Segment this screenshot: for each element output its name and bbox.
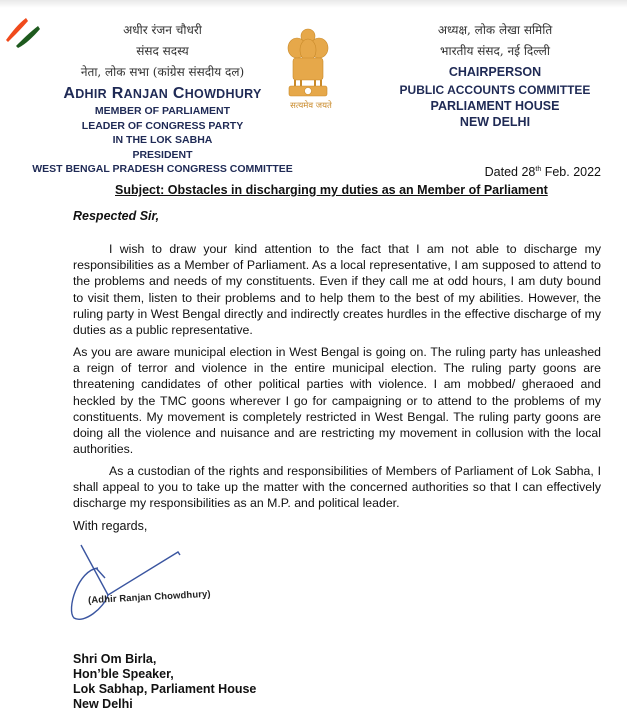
letter-date: Dated 28th Feb. 2022	[484, 165, 601, 179]
body-paragraph-2: As you are aware municipal election in West Bengal is going on. The ruling party has unleashed a reign of terror and violence in the entire municipal election. The ruling party goons are threatening candidates of other political parties with violence. I am mobbed/ gheraoed and heckled by the TMC goons wherever I go for campaigning or to attend to the problems of my constituents. My movement is completely restricted in West Bengal. The ruling party goons are doing all the violence and nuisance and are restricting my movement in collusion with the local authorities.	[73, 345, 601, 457]
signature-scribble-icon	[68, 540, 218, 625]
closing: With regards,	[73, 519, 148, 533]
committee-hindi-title: अध्यक्ष, लोक लेखा समिति	[437, 23, 553, 37]
recipient-city: New Delhi	[73, 697, 133, 711]
committee-city: NEW DELHI	[459, 115, 531, 129]
committee-house: PARLIAMENT HOUSE	[430, 99, 560, 113]
national-emblem-icon	[283, 26, 333, 106]
sender-title-leader: LEADER OF CONGRESS PARTY	[81, 119, 244, 132]
recipient-address	[73, 652, 256, 712]
committee-name: PUBLIC ACCOUNTS COMMITTEE	[399, 83, 591, 97]
sender-title-lok-sabha: IN THE LOK SABHA	[112, 134, 213, 146]
recipient-title: Hon’ble Speaker,	[73, 667, 174, 681]
salutation: Respected Sir,	[73, 209, 160, 223]
sender-hindi-role: नेता, लोक सभा (कांग्रेस संसदीय दल)	[80, 65, 245, 79]
body-paragraph-1: I wish to draw your kind attention to the fact that I am not able to discharge my responsibilities as a Member of Parliament. As a local representative, I am supposed to attend to the problems and needs of my constituents. Even if they call me at odd hours, I am duty bound to visit them, listen to their problems and to help them to the best of my abilities. However, the ruling party in West Bengal directly and indirectly creates hurdles in the effective discharge of my duties as a public representative.	[73, 242, 601, 338]
chairperson-label: CHAIRPERSON	[448, 65, 542, 79]
sender-title-president: PRESIDENT	[132, 148, 193, 161]
sender-title-mp: MEMBER OF PARLIAMENT	[94, 105, 231, 117]
signature-printed-name: (Adhir Ranjan Chowdhury)	[87, 588, 211, 607]
sender-name: ADHIR RANJAN CHOWDHURY	[63, 85, 262, 102]
recipient-name: Shri Om Birla,	[73, 652, 157, 666]
letter-subject: Subject: Obstacles in discharging my duties as an Member of Parliament	[115, 183, 548, 197]
emblem-motto: सत्यमेव जयते	[290, 101, 332, 111]
sender-hindi-title: संसद सदस्य	[136, 44, 189, 58]
recipient-office: Lok Sabhap, Parliament House	[73, 682, 257, 696]
sender-hindi-name: अधीर रंजन चौधरी	[123, 23, 202, 37]
sender-letterhead	[20, 20, 305, 177]
committee-hindi-place: भारतीय संसद, नई दिल्ली	[440, 44, 550, 58]
page-top-shadow	[0, 0, 627, 8]
committee-letterhead	[395, 20, 595, 130]
sender-title-committee: WEST BENGAL PRADESH CONGRESS COMMITTEE	[32, 163, 293, 175]
body-paragraph-3: As a custodian of the rights and responsibilities of Members of Parliament of Lok Sabha, I shall appeal to you to take up the matter with the concerned authorities so that I can effectively discharge my responsibilities as an M.P. and political leader.	[73, 464, 601, 511]
